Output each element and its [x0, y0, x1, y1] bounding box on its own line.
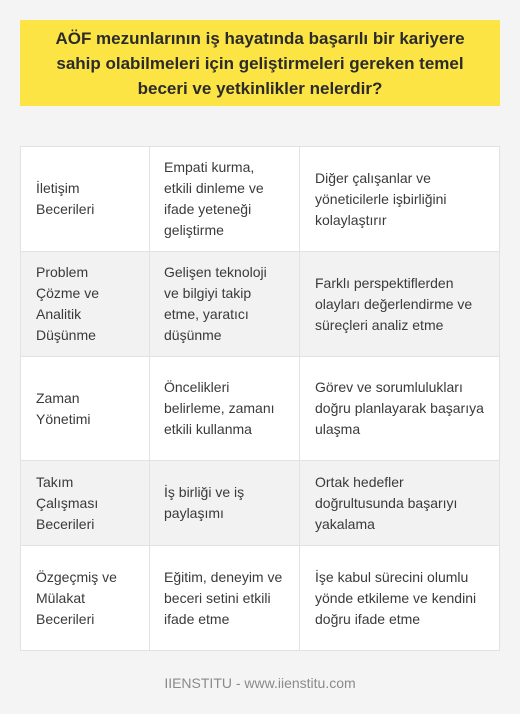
skill-development-cell: Gelişen teknoloji ve bilgiyi takip etme, yaratıcı düşünme [149, 252, 299, 356]
skill-development-cell: Empati kurma, etkili dinleme ve ifade yeteneği geliştirme [149, 147, 299, 251]
skill-development-cell: Öncelikleri belirleme, zamanı etkili kullanma [149, 357, 299, 460]
skill-benefit-cell: Farklı perspektiflerden olayları değerlendirme ve süreçleri analiz etme [299, 252, 499, 356]
skill-benefit-cell: Görev ve sorumlulukları doğru planlayarak başarıya ulaşma [299, 357, 499, 460]
skill-name-cell: Zaman Yönetimi [36, 389, 91, 427]
skill-name-cell: Problem Çözme ve Analitik Düşünme [36, 264, 100, 343]
table-row [21, 546, 499, 650]
skills-table [20, 146, 500, 651]
skill-benefit-cell: Ortak hedefler doğrultusunda başarıyı yakalama [299, 461, 499, 545]
skill-name-cell: Özgeçmiş ve Mülakat Becerileri [36, 568, 117, 627]
skill-name-cell: Takım Çalışması Becerileri [36, 473, 99, 532]
table-row [21, 461, 499, 546]
footer-credit: IIENSTITU - www.iienstitu.com [164, 675, 356, 691]
skill-development-cell: Eğitim, deneyim ve beceri setini etkili ifade etme [149, 546, 299, 650]
table-row [21, 252, 499, 357]
title-banner [20, 20, 500, 106]
skill-name-cell: İletişim Becerileri [36, 180, 95, 217]
skill-benefit-cell: Diğer çalışanlar ve yöneticilerle işbirliğini kolaylaştırır [299, 147, 499, 251]
skill-benefit-cell: İşe kabul sürecini olumlu yönde etkileme ve kendini doğru ifade etme [299, 546, 499, 650]
skill-development-cell: İş birliği ve iş paylaşımı [149, 461, 299, 545]
table-row [21, 357, 499, 461]
page-title: AÖF mezunlarının iş hayatında başarılı bir kariyere sahip olabilmeleri için geliştirmeleri gereken temel beceri ve yetkinlikler nelerdir? [55, 28, 465, 98]
table-row [21, 147, 499, 252]
